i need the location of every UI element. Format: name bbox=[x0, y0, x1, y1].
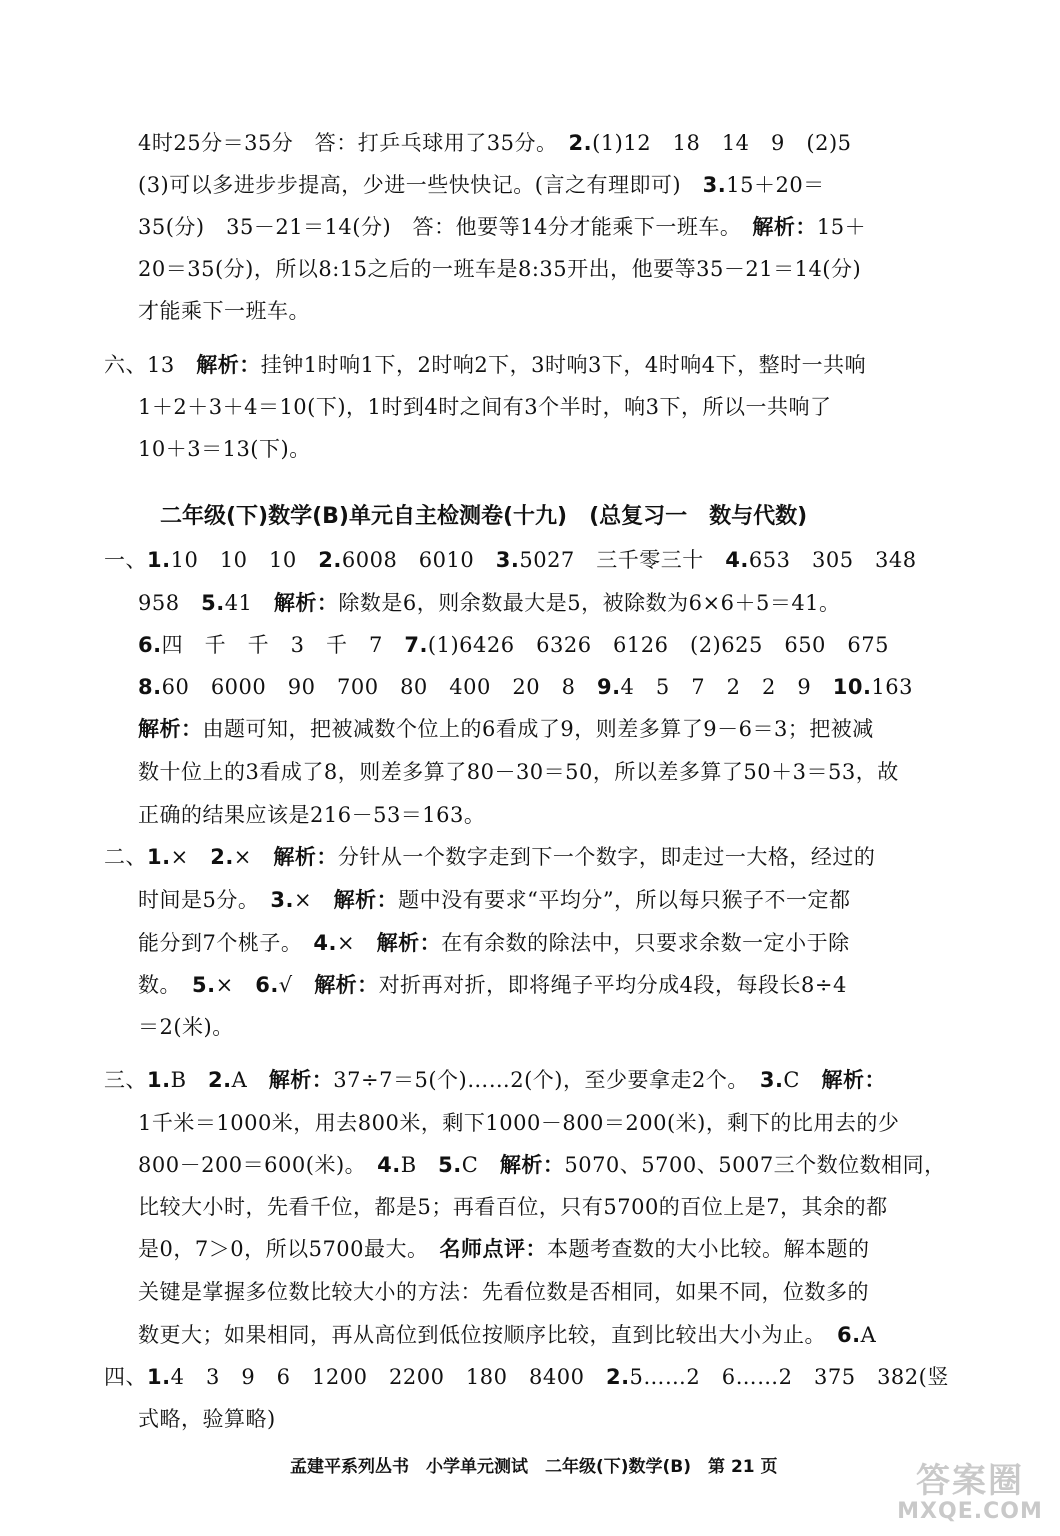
bold-label: 2. bbox=[208, 1068, 232, 1092]
bold-label: 2. bbox=[568, 131, 593, 155]
text-span: A bbox=[231, 1068, 269, 1092]
text-line bbox=[138, 970, 847, 1000]
text-span: 1＋2＋3＋4＝10(下)，1时到4时之间有3个半时，响3下，所以一共响了 bbox=[138, 395, 832, 419]
bold-label: 解析： bbox=[333, 888, 399, 912]
text-span: × bbox=[215, 973, 256, 997]
bold-label: 解析： bbox=[821, 1068, 886, 1092]
text-span: 除数是6，则余数最大是5，被除数为6×6＋5＝41。 bbox=[338, 591, 841, 615]
text-span: (1)12 18 14 9 (2)5 bbox=[592, 131, 852, 155]
text-span: 10 10 10 bbox=[170, 548, 319, 572]
bold-label: 1. bbox=[147, 1068, 171, 1092]
text-span: 数。 bbox=[138, 973, 192, 997]
text-span: 本题考查数的大小比较。解本题的 bbox=[547, 1237, 870, 1261]
text-span: 在有余数的除法中，只要求余数一定小于除 bbox=[441, 931, 850, 955]
text-span: 163 bbox=[871, 675, 914, 699]
bold-label: 3. bbox=[759, 1068, 784, 1092]
bold-label: 4. bbox=[377, 1153, 401, 1177]
text-span: 由题可知，把被减数个位上的6看成了9，则差多算了9－6＝3；把被减 bbox=[202, 717, 874, 741]
text-line bbox=[138, 588, 841, 618]
text-span: B bbox=[400, 1153, 439, 1177]
text-line bbox=[138, 170, 825, 200]
text-span: √ bbox=[278, 973, 315, 997]
text-span: 二、 bbox=[104, 845, 147, 869]
bold-label: 5. bbox=[438, 1153, 462, 1177]
text-line bbox=[104, 350, 866, 380]
text-span: 15＋ bbox=[816, 215, 867, 239]
text-span: 6008 6010 bbox=[341, 548, 496, 572]
bold-label: 5. bbox=[192, 973, 216, 997]
text-span: 是0，7＞0，所以5700最大。 bbox=[138, 1237, 440, 1261]
text-span: 挂钟1时响1下，2时响2下，3时响3下，4时响4下，整时一共响 bbox=[260, 353, 867, 377]
watermark-bottom: MXQE.COM bbox=[897, 1499, 1043, 1524]
text-line bbox=[104, 545, 917, 575]
text-line bbox=[138, 672, 913, 702]
text-span: (3)可以多进步步提高，少进一些快快记。(言之有理即可) bbox=[138, 173, 703, 197]
text-span: 一、 bbox=[104, 548, 147, 572]
bold-label: 2. bbox=[318, 548, 342, 572]
text-span: 时间是5分。 bbox=[138, 888, 271, 912]
text-span: 800－200＝600(米)。 bbox=[138, 1153, 378, 1177]
text-line bbox=[138, 714, 874, 744]
text-span: 四 千 千 3 千 7 bbox=[161, 633, 405, 657]
text-line bbox=[138, 630, 889, 660]
bold-label: 8. bbox=[138, 675, 162, 699]
text-span: 比较大小时，先看千位，都是5；再看百位，只有5700的百位上是7，其余的都 bbox=[138, 1195, 888, 1219]
text-line bbox=[138, 1234, 870, 1264]
text-span: 15＋20＝ bbox=[726, 173, 825, 197]
bold-label: 1. bbox=[147, 548, 171, 572]
text-span: 4 5 7 2 2 9 bbox=[620, 675, 833, 699]
text-span: × bbox=[293, 888, 334, 912]
text-line bbox=[138, 128, 852, 158]
text-span: 5……2 6……2 375 382(竖 bbox=[629, 1365, 949, 1389]
bold-label: 3. bbox=[702, 173, 727, 197]
bold-label: 7. bbox=[404, 633, 428, 657]
text-line bbox=[138, 757, 899, 787]
bold-label: 3. bbox=[495, 548, 520, 572]
text-span: 数更大；如果相同，再从高位到低位按顺序比较，直到比较出大小为止。 bbox=[138, 1323, 837, 1347]
text-line bbox=[138, 254, 861, 284]
bold-label: 解析： bbox=[499, 1153, 565, 1177]
text-span: 37÷7＝5(个)……2(个)，至少要拿走2个。 bbox=[333, 1068, 760, 1092]
bold-label: 解析： bbox=[376, 931, 442, 955]
text-line bbox=[138, 1277, 869, 1307]
text-span: A bbox=[860, 1323, 877, 1347]
text-span: 式略，验算略) bbox=[138, 1407, 276, 1431]
text-span: (1)6426 6326 6126 (2)625 650 675 bbox=[427, 633, 889, 657]
bold-label: 6. bbox=[138, 633, 162, 657]
text-span: 四、 bbox=[104, 1365, 147, 1389]
text-span: 分针从一个数字走到下一个数字，即走过一大格，经过的 bbox=[337, 845, 876, 869]
bold-label: 3. bbox=[270, 888, 294, 912]
text-span: 能分到7个桃子。 bbox=[138, 931, 314, 955]
section-title: 二年级(下)数学(B)单元自主检测卷(十九) (总复习一 数与代数) bbox=[160, 504, 808, 529]
text-span: × bbox=[170, 845, 211, 869]
text-line bbox=[138, 1320, 876, 1350]
text-line bbox=[138, 928, 850, 958]
watermark-logo bbox=[895, 1462, 1045, 1528]
text-span: 41 bbox=[224, 591, 274, 615]
bold-label: 解析： bbox=[138, 717, 203, 741]
text-span: 10＋3＝13(下)。 bbox=[138, 437, 311, 461]
text-span: 5070、5700、5007三个数位数相同， bbox=[564, 1153, 946, 1177]
text-span: C bbox=[461, 1153, 500, 1177]
text-span: 958 bbox=[138, 591, 202, 615]
page-footer: 孟建平系列丛书 小学单元测试 二年级(下)数学(B) 第 21 页 bbox=[290, 1457, 778, 1477]
text-span: × bbox=[336, 931, 377, 955]
text-line bbox=[138, 885, 851, 915]
text-span: 20＝35(分)，所以8:15之后的一班车是8:35开出，他要等35－21＝14(分) bbox=[138, 257, 862, 281]
text-span: 关键是掌握多位数比较大小的方法：先看位数是否相同，如果不同，位数多的 bbox=[138, 1280, 869, 1304]
text-span: 60 6000 90 700 80 400 20 8 bbox=[161, 675, 597, 699]
text-span: B bbox=[170, 1068, 209, 1092]
text-line bbox=[138, 800, 485, 830]
bold-label: 6. bbox=[837, 1323, 861, 1347]
bold-label: 4. bbox=[313, 931, 337, 955]
bold-label: 解析： bbox=[752, 215, 817, 239]
watermark-top: 答案圈 bbox=[916, 1461, 1024, 1501]
text-span: 六、13 bbox=[104, 353, 197, 377]
text-span: C bbox=[783, 1068, 822, 1092]
text-line bbox=[138, 296, 310, 326]
bold-label: 6. bbox=[255, 973, 279, 997]
text-span: 4时25分＝35分 答：打乒乓球用了35分。 bbox=[138, 131, 569, 155]
text-line bbox=[104, 1362, 949, 1392]
bold-label: 2. bbox=[605, 1365, 630, 1389]
text-line bbox=[138, 1404, 276, 1434]
text-line bbox=[138, 434, 311, 464]
text-span: ＝2(米)。 bbox=[138, 1015, 234, 1039]
text-line bbox=[138, 1192, 888, 1222]
bold-label: 名师点评： bbox=[439, 1237, 548, 1261]
bold-label: 2. bbox=[210, 845, 234, 869]
bold-label: 解析： bbox=[268, 1068, 334, 1092]
bold-label: 解析： bbox=[196, 353, 261, 377]
text-line bbox=[138, 1150, 946, 1180]
text-span: 653 305 348 bbox=[748, 548, 917, 572]
text-line bbox=[104, 842, 875, 872]
text-line bbox=[138, 1012, 234, 1042]
bold-label: 解析： bbox=[273, 591, 339, 615]
bold-label: 1. bbox=[147, 1365, 171, 1389]
text-line bbox=[138, 392, 832, 422]
text-span: 数十位上的3看成了8，则差多算了80－30＝50，所以差多算了50＋3＝53，故 bbox=[138, 760, 899, 784]
text-span: 35(分) 35－21＝14(分) 答：他要等14分才能乘下一班车。 bbox=[138, 215, 753, 239]
text-span: 对折再对折，即将绳子平均分成4段，每段长8÷4 bbox=[378, 973, 847, 997]
text-span: 才能乘下一班车。 bbox=[138, 299, 310, 323]
bold-label: 4. bbox=[725, 548, 749, 572]
bold-label: 10. bbox=[832, 675, 872, 699]
text-span: 正确的结果应该是216－53＝163。 bbox=[138, 803, 486, 827]
bold-label: 解析： bbox=[273, 845, 338, 869]
text-span: 1千米＝1000米，用去800米，剩下1000－800＝200(米)，剩下的比用去的少 bbox=[138, 1111, 900, 1135]
bold-label: 解析： bbox=[314, 973, 379, 997]
text-line bbox=[104, 1065, 886, 1095]
text-span: 题中没有要求“平均分”，所以每只猴子不一定都 bbox=[398, 888, 851, 912]
text-line bbox=[138, 212, 866, 242]
text-span: 5027 三千零三十 bbox=[519, 548, 726, 572]
bold-label: 5. bbox=[201, 591, 225, 615]
text-span: 三、 bbox=[104, 1068, 147, 1092]
text-line bbox=[138, 1108, 899, 1138]
bold-label: 1. bbox=[147, 845, 171, 869]
text-span: × bbox=[233, 845, 274, 869]
bold-label: 9. bbox=[596, 675, 621, 699]
text-span: 4 3 9 6 1200 2200 180 8400 bbox=[170, 1365, 606, 1389]
